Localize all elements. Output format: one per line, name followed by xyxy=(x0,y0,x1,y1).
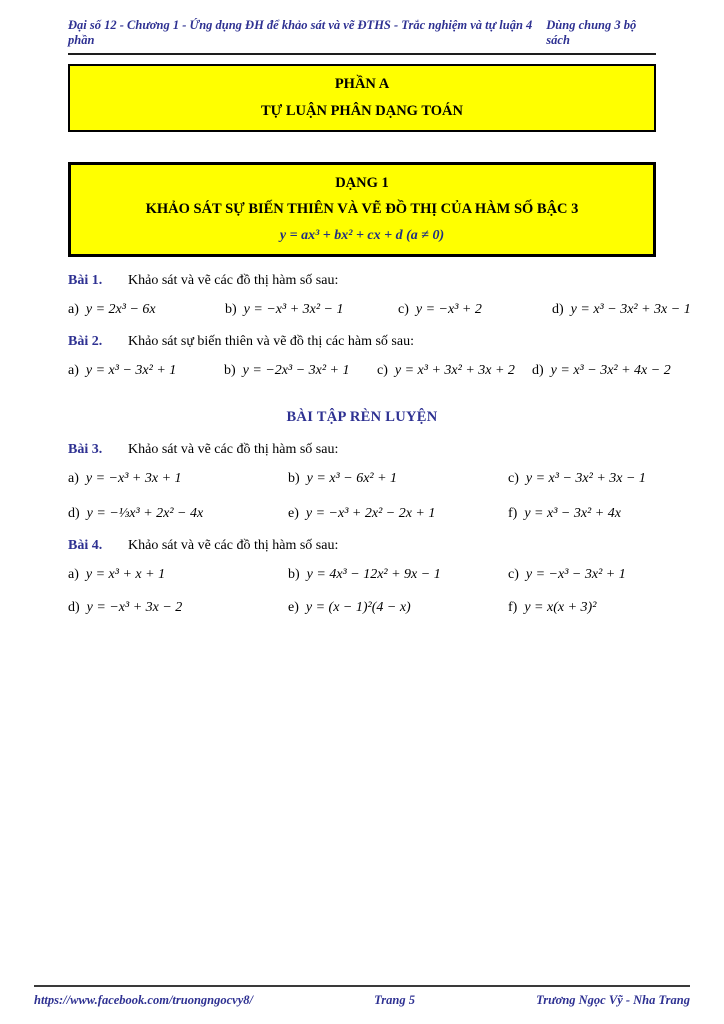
item-tag: d) xyxy=(68,506,80,522)
dang-1-box xyxy=(68,162,656,258)
item-tag: b) xyxy=(225,302,237,318)
exercise-item xyxy=(508,567,656,583)
item-tag: d) xyxy=(532,363,544,379)
item-formula: y = x³ − 3x² + 3x − 1 xyxy=(525,471,646,487)
item-formula: y = 4x³ − 12x² + 9x − 1 xyxy=(306,567,441,583)
exercise-3-label: Bài 3. xyxy=(68,442,103,458)
part-a-box xyxy=(68,64,656,132)
header-left-text: Đại số 12 - Chương 1 - Ứng dụng ĐH để khảo sát và vẽ ĐTHS - Trắc nghiệm và tự luận 4 phần xyxy=(68,18,533,47)
exercise-2-row-1 xyxy=(68,363,671,379)
exercise-item xyxy=(68,600,288,616)
item-formula: y = x(x + 3)² xyxy=(524,600,597,616)
exercise-4-heading xyxy=(68,538,656,554)
page-footer xyxy=(34,985,690,1008)
exercise-item xyxy=(288,600,508,616)
exercise-2-prompt: Khảo sát sự biến thiên và vẽ đồ thị các hàm số sau: xyxy=(128,334,414,350)
item-tag: c) xyxy=(398,302,409,318)
item-tag: b) xyxy=(224,363,236,379)
item-tag: e) xyxy=(288,506,299,522)
item-formula: y = x³ + x + 1 xyxy=(85,567,166,583)
exercise-item xyxy=(532,363,671,379)
item-formula: y = x³ − 3x² + 4x − 2 xyxy=(550,363,671,379)
item-tag: a) xyxy=(68,567,79,583)
exercise-3-row-1 xyxy=(68,471,656,487)
exercise-item xyxy=(68,567,288,583)
dang-1-label: DẠNG 1 xyxy=(335,174,389,191)
header-divider xyxy=(68,53,656,55)
exercise-item xyxy=(225,302,398,318)
exercise-4-row-2 xyxy=(68,600,656,616)
item-tag: f) xyxy=(508,600,518,616)
exercise-item xyxy=(377,363,532,379)
item-formula: y = x³ − 6x² + 1 xyxy=(306,471,398,487)
item-tag: b) xyxy=(288,471,300,487)
exercise-1-row-1 xyxy=(68,302,691,318)
item-formula: y = −x³ + 3x − 2 xyxy=(86,600,183,616)
exercise-item xyxy=(288,506,508,522)
item-formula: y = −⅓x³ + 2x² − 4x xyxy=(86,506,204,522)
item-formula: y = −2x³ − 3x² + 1 xyxy=(242,363,350,379)
item-formula: y = −x³ − 3x² + 1 xyxy=(525,567,626,583)
exercise-1-heading xyxy=(68,273,656,289)
dang-1-title: KHẢO SÁT SỰ BIẾN THIÊN VÀ VẼ ĐỒ THỊ CỦA HÀM SỐ BẬC 3 xyxy=(145,201,579,218)
item-formula: y = −x³ + 3x + 1 xyxy=(85,471,182,487)
item-formula: y = x³ + 3x² + 3x + 2 xyxy=(394,363,515,379)
exercise-item xyxy=(508,506,656,522)
exercise-4-label: Bài 4. xyxy=(68,538,103,554)
item-tag: f) xyxy=(508,506,518,522)
item-formula: y = −x³ + 3x² − 1 xyxy=(243,302,344,318)
page-header xyxy=(68,18,656,48)
exercise-1-prompt: Khảo sát và vẽ các đồ thị hàm số sau: xyxy=(128,273,339,289)
item-formula: y = x³ − 3x² + 1 xyxy=(85,363,177,379)
dang-1-general-formula: y = ax³ + bx² + cx + d (a ≠ 0) xyxy=(279,228,445,244)
exercise-item xyxy=(508,600,656,616)
exercise-2-label: Bài 2. xyxy=(68,334,103,350)
exercise-item xyxy=(288,567,508,583)
item-tag: a) xyxy=(68,471,79,487)
item-formula: y = x³ − 3x² + 4x xyxy=(524,506,621,522)
part-a-subtitle: TỰ LUẬN PHÂN DẠNG TOÁN xyxy=(261,102,463,119)
exercise-3-prompt: Khảo sát và vẽ các đồ thị hàm số sau: xyxy=(128,442,339,458)
exercise-1-label: Bài 1. xyxy=(68,273,103,289)
exercise-item xyxy=(68,363,224,379)
item-tag: b) xyxy=(288,567,300,583)
exercise-item xyxy=(68,471,288,487)
item-formula: y = (x − 1)²(4 − x) xyxy=(305,600,411,616)
practice-section-title: BÀI TẬP RÈN LUYỆN xyxy=(286,409,438,426)
item-formula: y = −x³ + 2 xyxy=(415,302,482,318)
item-tag: d) xyxy=(552,302,564,318)
item-tag: e) xyxy=(288,600,299,616)
exercise-4-prompt: Khảo sát và vẽ các đồ thị hàm số sau: xyxy=(128,538,339,554)
item-tag: c) xyxy=(377,363,388,379)
part-a-title: PHẦN A xyxy=(334,76,390,92)
exercise-item xyxy=(68,302,225,318)
exercise-item xyxy=(288,471,508,487)
item-formula: y = 2x³ − 6x xyxy=(85,302,156,318)
exercise-item xyxy=(224,363,377,379)
exercise-item xyxy=(508,471,656,487)
item-tag: c) xyxy=(508,567,519,583)
exercise-4-row-1 xyxy=(68,567,656,583)
item-tag: c) xyxy=(508,471,519,487)
header-right-text: Dùng chung 3 bộ sách xyxy=(546,18,637,47)
exercise-item xyxy=(68,506,288,522)
item-formula: y = −x³ + 2x² − 2x + 1 xyxy=(305,506,436,522)
item-formula: y = x³ − 3x² + 3x − 1 xyxy=(570,302,691,318)
author-name: Trương Ngọc Vỹ - Nha Trang xyxy=(536,993,690,1007)
exercise-item xyxy=(398,302,552,318)
page-number: Trang 5 xyxy=(374,993,415,1007)
exercise-3-heading xyxy=(68,442,656,458)
exercise-item xyxy=(552,302,691,318)
item-tag: a) xyxy=(68,363,79,379)
facebook-link[interactable]: https://www.facebook.com/truongngocvy8/ xyxy=(34,993,253,1007)
item-tag: d) xyxy=(68,600,80,616)
item-tag: a) xyxy=(68,302,79,318)
exercise-2-heading xyxy=(68,334,656,350)
exercise-3-row-2 xyxy=(68,506,656,522)
